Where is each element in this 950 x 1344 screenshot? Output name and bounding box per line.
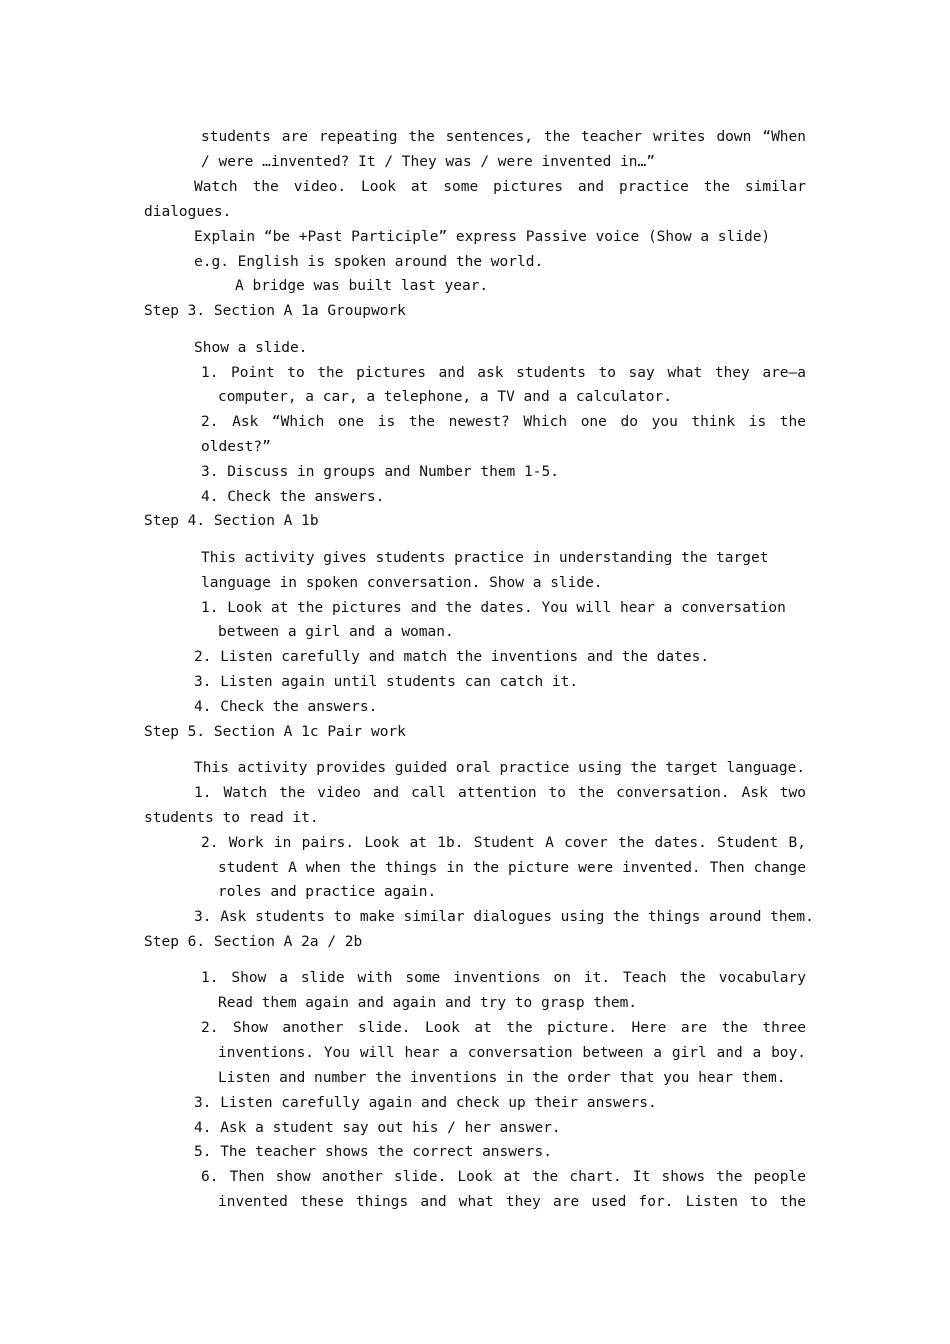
text-line: computer, a car, a telephone, a TV and a calculator. (218, 389, 672, 405)
list-item: 3. Discuss in groups and Number them 1-5. (201, 464, 559, 480)
text-line: Show a slide. (194, 340, 308, 356)
text-line: students to read it. (144, 810, 319, 826)
list-item: 3. Listen again until students can catch it. (194, 674, 579, 690)
text-line: Listen and number the inventions in the order that you hear them. (218, 1070, 786, 1086)
text-line: This activity gives students practice in understanding the target (201, 550, 769, 566)
list-item: 2. Show another slide. Look at the picture. Here are the three (201, 1020, 806, 1036)
text-line: roles and practice again. (218, 884, 437, 900)
text-line: between a girl and a woman. (218, 624, 454, 640)
text-line: student A when the things in the picture were invented. Then change (218, 860, 806, 876)
text-line: e.g. English is spoken around the world. (194, 254, 544, 270)
text-line: / were …invented? It / They was / were invented in…” (201, 154, 655, 170)
text-line: A bridge was built last year. (235, 278, 489, 294)
list-item: 1. Point to the pictures and ask students to say what they are—a (201, 365, 806, 381)
list-item: 2. Listen carefully and match the inventions and the dates. (194, 649, 710, 665)
text-line: invented these things and what they are used for. Listen to the (218, 1194, 806, 1210)
list-item: 3. Ask students to make similar dialogues using the things around them. (194, 909, 814, 925)
list-item: 1. Watch the video and call attention to the conversation. Ask two (194, 785, 806, 801)
list-item: 1. Show a slide with some inventions on it. Teach the vocabulary (201, 970, 806, 986)
list-item: 6. Then show another slide. Look at the chart. It shows the people (201, 1169, 806, 1185)
list-item: 4. Check the answers. (194, 699, 378, 715)
step-heading: Step 4. Section A 1b (144, 513, 319, 529)
list-item: 3. Listen carefully again and check up their answers. (194, 1095, 657, 1111)
text-line: This activity provides guided oral practice using the target language. (194, 760, 806, 776)
list-item: 2. Ask “Which one is the newest? Which one do you think is the (201, 414, 806, 430)
text-line: students are repeating the sentences, the teacher writes down “When (201, 129, 806, 145)
text-line: inventions. You will hear a conversation between a girl and a boy. (218, 1045, 806, 1061)
list-item: 4. Ask a student say out his / her answer. (194, 1120, 561, 1136)
list-item: 2. Work in pairs. Look at 1b. Student A cover the dates. Student B, (201, 835, 806, 851)
text-line: language in spoken conversation. Show a slide. (201, 575, 603, 591)
step-heading: Step 5. Section A 1c Pair work (144, 724, 406, 740)
list-item: 4. Check the answers. (201, 489, 385, 505)
step-heading: Step 6. Section A 2a / 2b (144, 934, 363, 950)
text-line: Explain “be +Past Participle” express Passive voice (Show a slide) (194, 229, 771, 245)
list-item: 5. The teacher shows the correct answers. (194, 1144, 552, 1160)
text-line: oldest?” (201, 439, 271, 455)
step-heading: Step 3. Section A 1a Groupwork (144, 303, 406, 319)
text-line: Watch the video. Look at some pictures and practice the similar (194, 179, 806, 195)
text-line: Read them again and again and try to grasp them. (218, 995, 638, 1011)
list-item: 1. Look at the pictures and the dates. You will hear a conversation (201, 600, 786, 616)
text-line: dialogues. (144, 204, 232, 220)
